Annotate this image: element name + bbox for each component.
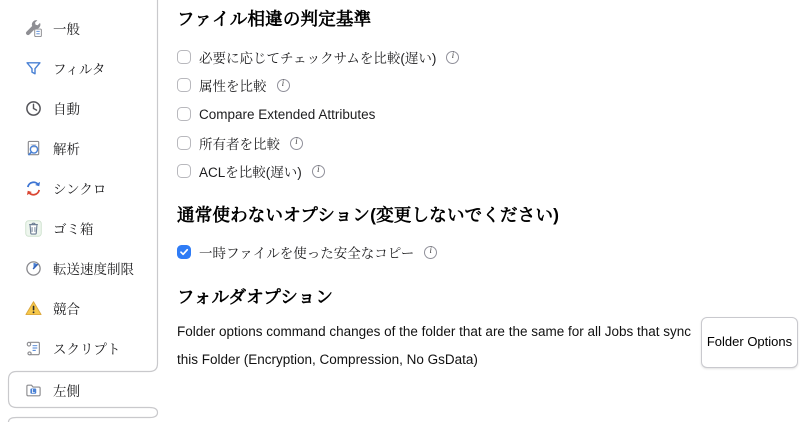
- sidebar-item-analyze[interactable]: [0, 128, 158, 168]
- option-label: ACLを比較(遅い): [199, 165, 302, 180]
- checkbox-compare-owner[interactable]: [177, 136, 191, 150]
- sidebar-item-label: 自動: [53, 102, 80, 117]
- folder-options-button[interactable]: Folder Options: [701, 317, 798, 368]
- sidebar-item-label: 競合: [53, 302, 80, 317]
- option-label: 一時ファイルを使った安全なコピー: [199, 246, 415, 261]
- option-row-owner: [177, 134, 303, 152]
- left-folder-icon: [25, 382, 42, 399]
- checkbox-compare-attributes[interactable]: [177, 78, 191, 92]
- wrench-icon: [25, 20, 42, 37]
- sidebar-item-label: シンクロ: [53, 182, 107, 197]
- section-title-file-diff-criteria: ファイル相違の判定基準: [177, 9, 372, 29]
- section-title-rare-options: 通常使わないオプション(変更しないでください): [177, 205, 560, 225]
- checkbox-compare-checksum[interactable]: [177, 50, 191, 64]
- option-row-extended-attributes: [177, 105, 375, 123]
- sidebar-item-filter[interactable]: [0, 48, 158, 88]
- option-label: Compare Extended Attributes: [199, 106, 376, 122]
- sidebar-item-label: 転送速度制限: [53, 262, 134, 277]
- info-icon[interactable]: i: [290, 137, 303, 150]
- info-icon[interactable]: i: [277, 79, 290, 92]
- sidebar-item-general[interactable]: [0, 8, 158, 48]
- sync-icon: [25, 180, 42, 197]
- sidebar-item-label: フィルタ: [53, 62, 106, 77]
- info-icon[interactable]: i: [446, 51, 459, 64]
- script-icon: [25, 340, 42, 357]
- option-row-checksum: [177, 48, 459, 66]
- analyze-icon: [25, 140, 42, 157]
- sidebar-item-label: 一般: [53, 22, 80, 37]
- sidebar-nav: [0, 8, 158, 368]
- section-title-folder-options: フォルダオプション: [177, 287, 334, 307]
- clock-icon: [25, 100, 42, 117]
- option-row-attributes: [177, 76, 290, 94]
- speedometer-icon: [25, 260, 42, 277]
- checkbox-safe-copy-temp-file[interactable]: [177, 245, 191, 259]
- sidebar-item-sync[interactable]: [0, 168, 158, 208]
- option-label: 必要に応じてチェックサムを比較(遅い): [199, 51, 437, 66]
- trash-icon: [25, 220, 42, 237]
- svg-text:L: L: [31, 388, 35, 395]
- checkbox-compare-acl[interactable]: [177, 164, 191, 178]
- sidebar: [0, 0, 168, 422]
- sidebar-item-speed-limit[interactable]: [0, 248, 158, 288]
- sidebar-item-trash[interactable]: [0, 208, 158, 248]
- sidebar-item-auto[interactable]: [0, 88, 158, 128]
- info-icon[interactable]: i: [312, 165, 325, 178]
- sidebar-item-left-side[interactable]: [9, 372, 158, 408]
- info-icon[interactable]: i: [424, 246, 437, 259]
- sidebar-item-conflict[interactable]: [0, 288, 158, 328]
- checkbox-compare-extended-attributes[interactable]: [177, 107, 191, 121]
- sidebar-item-label: スクリプト: [53, 342, 121, 357]
- option-row-acl: [177, 162, 325, 180]
- folder-options-description: Folder options command changes of the folder that are the same for all Jobs that sync this Folder (Encryption, Compression, No GsData): [177, 324, 692, 367]
- option-row-safe-copy: [177, 243, 437, 261]
- sidebar-item-label: 解析: [53, 142, 80, 157]
- sidebar-item-scripts[interactable]: [0, 328, 158, 368]
- checkmark-icon: [179, 247, 189, 257]
- options-panel: [177, 0, 800, 422]
- option-label: 所有者を比較: [199, 137, 280, 152]
- sidebar-item-label: ゴミ箱: [53, 222, 94, 237]
- option-label: 属性を比較: [199, 79, 267, 94]
- warning-icon: [25, 300, 42, 317]
- filter-icon: [25, 60, 42, 77]
- sidebar-item-label: 左側: [53, 384, 80, 399]
